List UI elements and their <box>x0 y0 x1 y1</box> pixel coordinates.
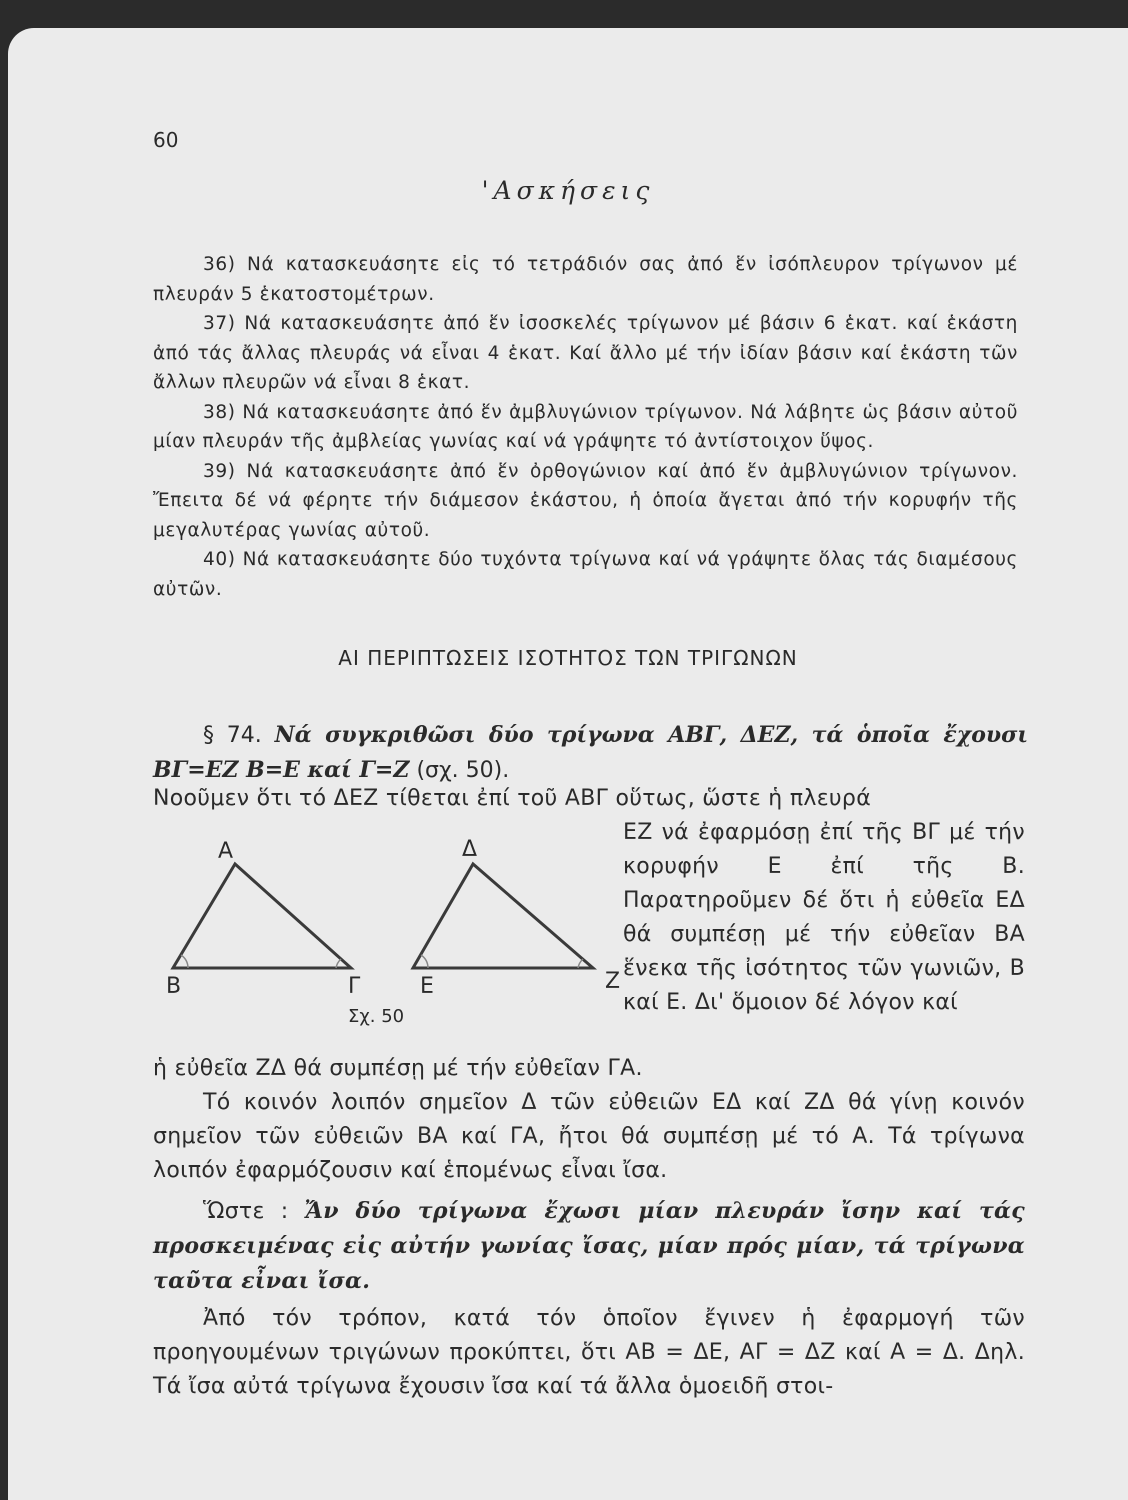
conclusion-lead: Ὥστε : <box>203 1199 289 1224</box>
figure-reference: (σχ. 50). <box>416 758 510 783</box>
final-paragraph: Ἀπό τόν τρόπον, κατά τόν ὁποῖον ἔγινεν ἡ ἐφαρμογή τῶν προηγουμένων τριγώνων προκύπτει, ὅτι ΑΒ = ΔΕ, ΑΓ = ΔΖ καί Α = Δ. Δηλ. Τά ἴσα αὐτά τρίγωνα ἔχουσιν ἴσα καί τά ἄλλα ὁμοειδῆ στοι- <box>153 1306 1025 1399</box>
label-e: Ε <box>420 974 434 998</box>
exercise-40: 40) Νά κατασκευάσητε δύο τυχόντα τρίγωνα καί νά γράψητε ὅλας τάς διαμέσους αὐτῶν. <box>153 549 1018 600</box>
section-title: ΑΙ ΠΕΡΙΠΤΩΣΕΙΣ ΙΣΟΤΗΤΟΣ ΤΩΝ ΤΡΙΓΩΝΩΝ <box>338 646 798 670</box>
page-number: 60 <box>153 128 179 152</box>
label-d: Δ <box>462 837 478 862</box>
angle-arc-b <box>181 955 188 968</box>
label-z: Ζ <box>605 969 621 994</box>
label-g: Γ <box>348 974 361 998</box>
proof-after-figure: ἡ εὐθεῖα ΖΔ θά συμπέσῃ μέ τήν εὐθεῖαν ΓΑ. <box>153 1056 643 1081</box>
conclusion-text: Ἄν δύο τρίγωνα ἔχωσι μίαν πλευράν ἴσην καί τάς προσκειμένας εἰς αὐτήν γωνίας ἴσας, μίαν πρός μίαν, τά τρίγωνα ταῦτα εἶναι ἴσα. <box>153 1198 1025 1294</box>
label-b: Β <box>166 974 182 998</box>
figure-caption: Σχ. 50 <box>348 1006 405 1027</box>
angle-arc-e <box>421 955 428 968</box>
theorem-text: Νά συγκριθῶσι δύο τρίγωνα ΑΒΓ, ΔΕΖ, τά ὁποῖα ἔχουσι ΒΓ=ΕΖ Β=Ε καί Γ=Ζ <box>153 722 1028 783</box>
proof-first-line: Νοοῦμεν ὅτι τό ΔΕΖ τίθεται ἐπί τοῦ ΑΒΓ οὕτως, ὥστε ἡ πλευρά <box>153 786 871 811</box>
figure-triangles <box>158 828 628 998</box>
theorem-number: § 74. <box>203 723 262 748</box>
conclusion <box>153 1194 1025 1299</box>
conclusion-block <box>153 1194 1025 1299</box>
final-paragraph-block <box>153 1302 1025 1404</box>
exercise-38: 38) Νά κατασκευάσητε ἀπό ἕν ἀμβλυγώνιον τρίγωνον. Νά λάβητε ὡς βάσιν αὐτοῦ μίαν πλευράν τῆς ἀμβλείας γωνίας καί νά γράψητε τό ἀντίστοιχον ὕψος. <box>153 401 1018 452</box>
exercise-39: 39) Νά κατασκευάσητε ἀπό ἕν ὀρθογώνιον καί ἀπό ἕν ἀμβλυγώνιον τρίγωνον. Ἔπειτα δέ νά φέρητε τήν διάμεσον ἑκάστου, ἡ ὁποία ἄγεται ἀπό τήν κορυφήν τῆς μεγαλυτέρας γωνίας αὐτοῦ. <box>153 460 1018 541</box>
proof-paragraph-block <box>153 1086 1025 1188</box>
proof-right-text: ΕΖ νά ἐφαρμόσῃ ἐπί τῆς ΒΓ μέ τήν κορυφήν Ε ἐπί τῆς Β. Παρατηροῦμεν δέ ὅτι ἡ εὐθεῖα ΕΔ θά συμπέσῃ μέ τήν εὐθεῖαν ΒΑ ἕνεκα τῆς ἰσότητος τῶν γωνιῶν, Β καί Ε. Δι' ὅμοιον δέ λόγον καί <box>623 820 1025 1015</box>
label-a: Α <box>218 839 234 864</box>
proof-paragraph: Τό κοινόν λοιπόν σημεῖον Δ τῶν εὐθειῶν ΕΔ καί ΖΔ θά γίνῃ κοινόν σημεῖον τῶν εὐθειῶν ΒΑ καί ΓΑ, ἤτοι θά συμπέσῃ μέ τό Α. Τά τρίγωνα λοιπόν ἐφαρμόζουσιν καί ἑπομένως εἶναι ἴσα. <box>153 1090 1025 1183</box>
theorem-statement <box>153 718 1028 788</box>
proof-right-column <box>623 816 1025 1020</box>
book-page <box>8 28 1128 1500</box>
exercises-heading: 'Ασκήσεις <box>481 176 655 205</box>
exercise-37: 37) Νά κατασκευάσητε ἀπό ἕν ἰσοσκελές τρίγωνον μέ βάσιν 6 ἑκατ. καί ἑκάστη ἀπό τάς ἄλλας πλευράς νά εἶναι 4 ἑκατ. Καί ἄλλο μέ τήν ἰδίαν βάσιν καί ἑκάστη τῶν ἄλλων πλευρῶν νά εἶναι 8 ἑκατ. <box>153 313 1018 393</box>
exercise-36: 36) Νά κατασκευάσητε εἰς τό τετράδιόν σας ἀπό ἕν ἰσόπλευρον τρίγωνον μέ πλευράν 5 ἑκατοστομέτρων. <box>153 254 1018 305</box>
triangle-abg <box>173 864 351 968</box>
exercise-list <box>153 250 1018 604</box>
triangle-dez <box>413 864 593 968</box>
